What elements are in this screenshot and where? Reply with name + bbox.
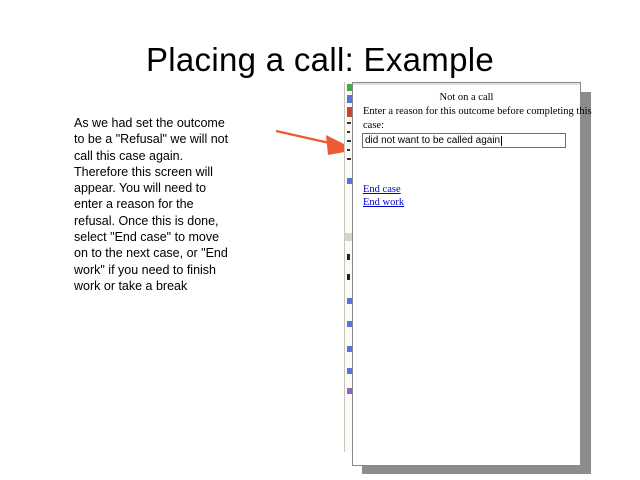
annotation-text bbox=[74, 115, 289, 294]
annotation-line: refusal. Once this is done, bbox=[74, 213, 219, 228]
prompt-text: Enter a reason for this outcome before completing this bbox=[363, 106, 592, 117]
window-title: Not on a call bbox=[439, 92, 494, 103]
sliver-text-fragment bbox=[347, 274, 350, 280]
page-title: Placing a call: Example bbox=[145, 41, 495, 78]
window-shadow bbox=[362, 465, 591, 474]
annotation-line: call this case again. bbox=[74, 148, 184, 163]
sliver-text-fragment bbox=[347, 158, 351, 160]
text-caret bbox=[501, 136, 502, 146]
annotation-line: to be a "Refusal" we will not bbox=[74, 132, 229, 147]
reason-input[interactable] bbox=[362, 133, 566, 148]
app-window-screenshot bbox=[352, 82, 592, 466]
annotation-line: enter a reason for the bbox=[74, 197, 194, 212]
sliver-text-fragment bbox=[347, 140, 351, 142]
sliver-text-fragment bbox=[347, 131, 350, 133]
annotation-line: Therefore this screen will bbox=[74, 164, 213, 179]
window-shadow bbox=[581, 92, 591, 474]
window-top-edge bbox=[353, 83, 580, 85]
end-case-link[interactable]: End case bbox=[363, 184, 401, 195]
sliver-text-fragment bbox=[347, 254, 350, 260]
sliver-text-fragment bbox=[347, 149, 350, 151]
annotation-line: As we had set the outcome bbox=[74, 116, 225, 130]
annotation-line: on to the next case, or "End bbox=[74, 246, 228, 261]
prompt-text: case: bbox=[363, 120, 384, 131]
end-work-link[interactable]: End work bbox=[363, 197, 405, 208]
annotation-line: work or take a break bbox=[74, 278, 188, 293]
annotation-line: appear. You will need to bbox=[74, 181, 207, 196]
annotation-line: select "End case" to move bbox=[74, 230, 220, 245]
reason-input-value: did not want to be called again bbox=[365, 135, 501, 146]
sliver-text-fragment bbox=[347, 122, 351, 124]
annotation-line: work" if you need to finish bbox=[74, 262, 217, 277]
